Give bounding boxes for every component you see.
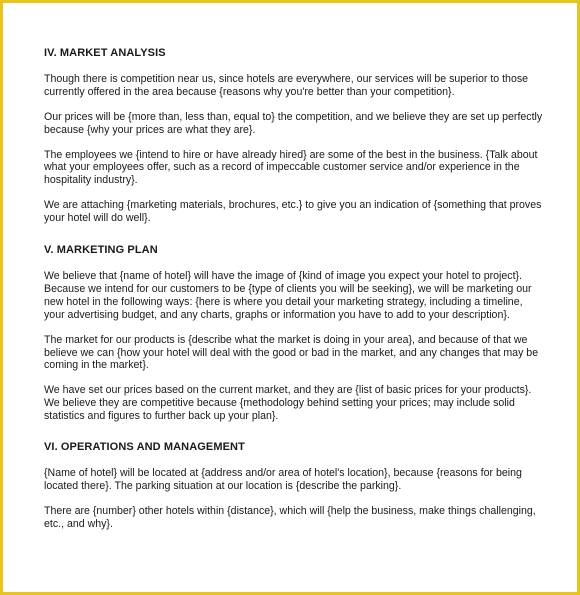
section-marketing-plan (44, 244, 544, 423)
section-heading: V. MARKETING PLAN (44, 244, 158, 257)
paragraph: The employees we {intend to hire or have already hired} are some of the best in the business. {Talk about what your employees offer, such as a record of impeccable customer service and/or experience in the hospitality industry}. (44, 148, 538, 187)
section-heading: VI. OPERATIONS AND MANAGEMENT (44, 441, 245, 454)
paragraph: Our prices will be {more than, less than, equal to} the competition, and we believe they are set up perfectly because {why your prices are what they are}. (44, 110, 543, 136)
paragraph: There are {number} other hotels within {distance}, which will {help the business, make things challenging, etc., and why}. (44, 504, 536, 530)
document-page (44, 47, 544, 549)
paragraph: We are attaching {marketing materials, brochures, etc.} to give you an indication of {something that proves your hotel will do well}. (44, 199, 542, 225)
section-operations-management (44, 441, 544, 531)
section-heading: IV. MARKET ANALYSIS (44, 47, 166, 59)
paragraph: The market for our products is {describe what the market is doing in your area}, and because of that we believe we can {how your hotel will deal with the good or bad in the market, and any changes that may be coming in the market}. (44, 333, 539, 372)
paragraph: We have set our prices based on the current market, and they are {list of basic prices for your products}. We believe they are competitive because {methodology behind setting your prices; may include solid statistics and figures to further back up your plan}. (44, 384, 532, 423)
paragraph: We believe that {name of hotel} will have the image of {kind of image you expect your hotel to project}. Because we intend for our customers to be {type of clients you will be seeking}, we will be marketing our new hotel in the following ways: {here is where you detail your marketing strategy, including a timeline, your advertising budget, and any charts, graphs or information you have to add to your description}. (44, 269, 532, 321)
paragraph: Though there is competition near us, since hotels are everywhere, our services will be superior to those currently offered in the area because {reasons why you're better than your competition}. (44, 72, 529, 98)
paragraph: {Name of hotel} will be located at {address and/or area of hotel's location}, because {reasons for being located there}. The parking situation at our location is {describe the parking}. (44, 466, 522, 492)
section-market-analysis (44, 47, 544, 225)
